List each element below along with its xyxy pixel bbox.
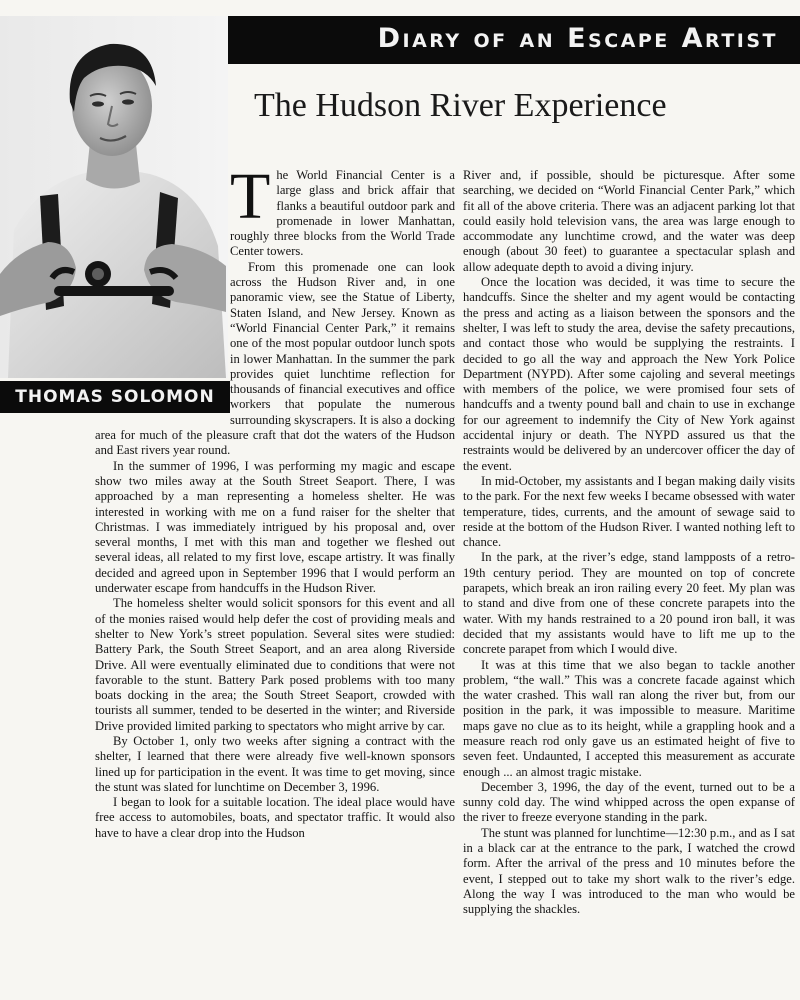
article-column-left — [95, 168, 455, 1000]
drop-cap: T — [230, 168, 271, 233]
photo-wrap-spacer — [95, 168, 230, 416]
paragraph: River and, if possible, should be picturesque. After some searching, we decided on “World Financial Center Park,” which fit all of the above criteria. There was an adjacent parking lot that could easily hold television vans, the area was large enough to accommodate any lunchtime crowd, and the water was deep enough (about 30 feet) to guarantee a spectacular splash and allow adequate depth to avoid a diving injury. — [463, 168, 795, 274]
paragraph: The homeless shelter would solicit sponsors for this event and all of the monies raised would help defer the cost of providing meals and shelter to New York’s street population. Several sites were studied: Battery Park, the South Street Seaport, and an area along Riverside Drive. All were eventually eliminated due to conditions that were not favorable to the stunt. Battery Park posed problems with too many boats docking in the area; the South Street Seaport, crowded with tourists all summer, tended to be deserted in the winter; and Riverside Drive provided limited parking to spectators who might arrive by car. — [95, 596, 455, 733]
author-name-plate: THOMAS SOLOMON — [0, 381, 230, 413]
article-column-right — [463, 168, 795, 1000]
paragraph: From this promenade one can look across the Hudson River and, in one panoramic view, see the Statue of Liberty, Staten Island, and New Jersey. Known as “World Financial Center Park,” it remains one of the most popular outdoor lunch spots in lower Manhattan. In the summer the park provides quiet lunchtime reflection for thousands of financial executives and office workers that populate the numerous surrounding skyscrapers. It is also a docking area for much of the pleasure craft that dot the waters of the Hudson and East rivers year round. — [95, 259, 455, 458]
banner-title: Diary of an Escape Artist — [377, 23, 778, 54]
paragraph: By October 1, only two weeks after signing a contract with the shelter, I learned that there were already five well-known sponsors lined up for participation in the event. It was time to get moving, since the stunt was slated for lunchtime on December 3, 1996. — [95, 733, 455, 794]
paragraph: It was at this time that we also began to tackle another problem, “the wall.” This was a concrete facade against which the water crashed. This wall ran along the river but, from our position in the park, it was impossible to measure. Maritime maps gave no clue as to its height, while a grappling hook and a measure reach rod only gave us an estimated height of five to seven feet. Undaunted, I accepted this measurement as accurate enough ... an almost tragic mistake. — [463, 657, 795, 779]
section-banner — [150, 16, 800, 64]
paragraph: In the summer of 1996, I was performing my magic and escape show two miles away at the South Street Seaport. There, I was approached by a man representing a homeless shelter. He was interested in working with me on a fund raiser for the shelter that Christmas. I was immediately intrigued by his proposal and, over several months, I met with this man and together we fleshed out several ideas, all related to my first love, escape artistry. It was finally decided and agreed upon in September 1996 that I would perform an underwater escape from handcuffs in the Hudson River. — [95, 458, 455, 596]
paragraph: In mid-October, my assistants and I began making daily visits to the park. For the next few weeks I became obsessed with water temperature, tides, currents, and the amount of sewage said to reside at the bottom of the Hudson River. I wanted nothing left to chance. — [463, 473, 795, 550]
paragraph: I began to look for a suitable location. The ideal place would have free access to automobiles, boats, and spectator traffic. It would also have to have a clear drop into the Hudson — [95, 795, 455, 840]
paragraph-text: he World Financial Center is a large glass and brick affair that flanks a beautiful outdoor park and promenade in lower Manhattan, roughly three blocks from the World Trade Center towers. — [230, 168, 455, 259]
paragraph: Once the location was decided, it was time to secure the handcuffs. Since the shelter and my agent would be contacting the press and acting as a liaison between the sponsors and the shelter, I was left to study the area, devise the safety precautions, and contact those who would be supplying the restraints. I decided to go all the way and approach the New York Police Department (NYPD). After some cajoling and several meetings with members of the police, we were promised four sets of handcuffs and a twenty pound ball and chain to use in exchange for our agreement to indemnify the City of New York against accidental injury or death. The NYPD assured us that the restraints would be delivered by an undercover officer the day of the event. — [463, 275, 795, 473]
paragraph: The stunt was planned for lunchtime—12:30 p.m., and as I sat in a black car at the entrance to the park, I watched the crowd form. After the arrival of the press and 10 minutes before the event, I stepped out to take my short walk to the river’s edge. Along the way I was introduced to the man who would be supplying the shackles. — [463, 825, 795, 917]
article-headline: The Hudson River Experience — [254, 87, 667, 124]
paragraph: December 3, 1996, the day of the event, turned out to be a sunny cold day. The wind whipped across the open expanse of the river to freeze everyone standing in the park. — [463, 779, 795, 825]
paragraph: In the park, at the river’s edge, stand lampposts of a retro-19th century period. They are mounted on top of concrete parapets, which break an iron railing every 20 feet. My plan was to stand and dive from one of these concrete parapets into the water. With my hands restrained to a 20 pound iron ball, it was decided that my assistants would have to lift me up to the concrete parapet from which I would dive. — [463, 550, 795, 657]
